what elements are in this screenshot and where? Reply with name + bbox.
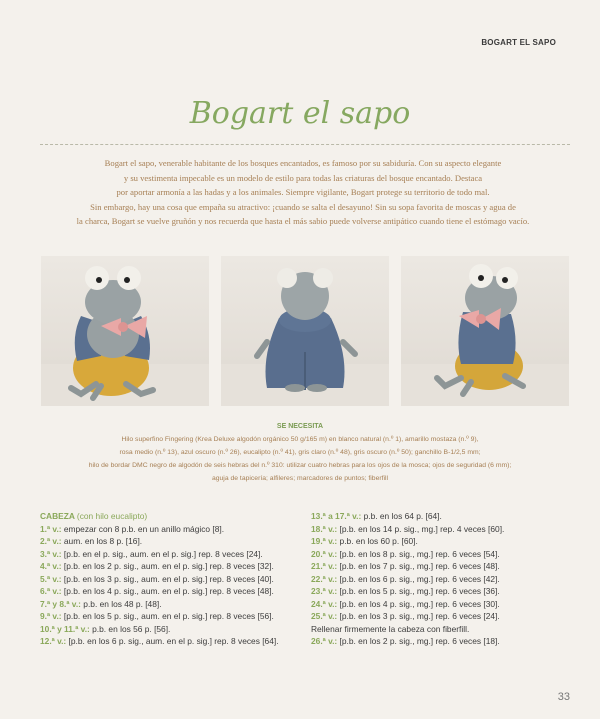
row-text: empezar con 8 p.b. en un anillo mágico [8].	[61, 523, 225, 534]
row-text: aum. en los 8 p. [16].	[61, 536, 143, 546]
row-number: 13.ª a 17.ª v.:	[311, 511, 362, 521]
materials-line: aguja de tapicería; alfileres; marcadores de puntos; fiberfill	[211, 475, 389, 482]
materials-block	[40, 420, 560, 485]
row-text: [p.b. en los 7 p. sig., mg.] rep. 6 veces [48].	[337, 561, 500, 571]
materials-line: Hilo superfino Fingering (Krea Deluxe algodón orgánico 50 g/165 m) en blanco natural (n.º 1), amarillo mostaza (n.º 9),	[121, 436, 479, 443]
row-text: [p.b. en los 6 p. sig., aum. en el p. sig.] rep. 8 veces [64].	[66, 636, 279, 646]
page-title: Bogart el sapo	[182, 96, 419, 131]
pattern-row	[40, 623, 310, 636]
pattern-row	[40, 585, 310, 598]
pattern-row	[311, 535, 571, 548]
row-text: [p.b. en los 3 p. sig., mg.] rep. 6 veces [24].	[337, 611, 500, 621]
pattern-row	[311, 548, 571, 561]
row-text: p.b. en los 48 p. [48].	[80, 598, 162, 609]
row-text: [p.b. en los 5 p. sig., mg.] rep. 6 veces [36].	[337, 586, 500, 596]
row-text: [p.b. en los 2 p. sig., mg.] rep. 6 veces [18].	[337, 636, 500, 646]
row-number: 12.ª v.:	[40, 636, 67, 646]
row-text: [p.b. en los 4 p. sig., mg.] rep. 6 veces [30].	[337, 598, 500, 609]
row-number: 2.ª v.:	[40, 536, 62, 546]
pattern-row	[40, 560, 310, 573]
row-text: [p.b. en los 4 p. sig., aum. en el p. sig.] rep. 8 veces [48].	[61, 586, 274, 596]
row-text: [p.b. en los 6 p. sig., mg.] rep. 6 veces [42].	[337, 573, 500, 584]
row-number: 24.ª v.:	[311, 598, 338, 609]
row-number: 23.ª v.:	[311, 586, 338, 596]
pattern-row	[311, 585, 571, 598]
frog-photo-back	[221, 256, 389, 406]
pattern-row	[40, 598, 310, 611]
section-subtitle: (con hilo eucalipto)	[76, 511, 148, 521]
row-text: p.b. en los 60 p. [60].	[337, 536, 418, 546]
row-text: [p.b. en los 14 p. sig., mg.] rep. 4 veces [60].	[337, 523, 505, 534]
intro-paragraph	[56, 156, 550, 229]
pattern-row	[40, 523, 310, 536]
pattern-column-left	[40, 510, 310, 648]
section-heading	[40, 510, 310, 523]
intro-line: Bogart el sapo, venerable habitante de los bosques encantados, es famoso por su sabiduría. Con su aspecto elegante	[104, 158, 502, 168]
row-text: Rellenar firmemente la cabeza con fiberfill.	[311, 623, 470, 634]
row-text: p.b. en los 56 p. [56].	[89, 623, 171, 634]
intro-line: y su vestimenta impecable es un modelo de estilo para todas las criaturas del bosque encantado. Destaca	[123, 172, 483, 183]
row-text: [p.b. en los 3 p. sig., aum. en el p. sig.] rep. 8 veces [40].	[61, 573, 274, 584]
materials-line: rosa medio (n.º 13), azul oscuro (n.º 26), eucalipto (n.º 41), gris claro (n.º 48), gris oscuro (n.º 50); ganchillo B-1/2,5 mm;	[119, 449, 481, 456]
row-number: 21.ª v.:	[311, 561, 338, 571]
title-block	[0, 96, 600, 131]
frog-photo-front	[41, 256, 209, 406]
row-number: 1.ª v.:	[40, 523, 62, 534]
row-number: 10.ª y 11.ª v.:	[40, 623, 90, 634]
materials-line: hilo de bordar DMC negro de algodón de seis hebras del n.º 310: utilizar cuatro hebras para los ojos de la mosca; ojos de seguridad (6 mm);	[88, 462, 512, 469]
pattern-row	[40, 610, 310, 623]
pattern-row	[40, 573, 310, 586]
pattern-row	[311, 510, 571, 523]
pattern-row	[40, 548, 310, 561]
row-number: 6.ª v.:	[40, 586, 62, 596]
row-number: 18.ª v.:	[311, 523, 338, 534]
pattern-column-right	[311, 510, 571, 648]
materials-heading: SE NECESITA	[276, 423, 324, 430]
intro-line: la charca, Bogart se vuelve gruñón y nos recuerda que hasta el más sabio puede volverse antipático cuando tiene el estómago vacío.	[76, 216, 530, 227]
row-number: 4.ª v.:	[40, 561, 62, 571]
row-text: [p.b. en los 8 p. sig., mg.] rep. 6 veces [54].	[337, 548, 500, 559]
pattern-row	[311, 560, 571, 573]
title-divider	[40, 144, 570, 145]
row-number: 7.ª y 8.ª v.:	[40, 598, 81, 609]
row-number: 3.ª v.:	[40, 548, 62, 559]
row-text: [p.b. en los 5 p. sig., aum. en el p. sig.] rep. 8 veces [56].	[61, 611, 274, 621]
row-text: p.b. en los 64 p. [64].	[361, 511, 442, 521]
row-number: 26.ª v.:	[311, 636, 338, 646]
pattern-row	[311, 573, 571, 586]
row-number: 25.ª v.:	[311, 611, 338, 621]
pattern-row	[311, 623, 571, 636]
row-number: 20.ª v.:	[311, 548, 338, 559]
pattern-row	[40, 535, 310, 548]
intro-line: por aportar armonía a las hadas y a los animales. Siempre vigilante, Bogart protege su territorio de todo mal.	[116, 187, 490, 198]
pattern-row	[311, 635, 571, 648]
row-text: [p.b. en el p. sig., aum. en el p. sig.] rep. 8 veces [24].	[61, 548, 263, 559]
pattern-row	[40, 635, 310, 648]
row-number: 22.ª v.:	[311, 573, 338, 584]
frog-photo-side	[401, 256, 569, 406]
section-title: CABEZA	[40, 511, 75, 521]
intro-line: Sin embargo, hay una cosa que empaña su atractivo: ¡cuando se salta el desayuno! Sin su sopa favorita de moscas y agua de	[90, 201, 516, 212]
row-number: 9.ª v.:	[40, 611, 62, 621]
running-header: BOGART EL SAPO	[481, 38, 556, 47]
row-number: 5.ª v.:	[40, 573, 62, 584]
page-number: 33	[557, 691, 570, 703]
pattern-row	[311, 610, 571, 623]
pattern-row	[311, 523, 571, 536]
row-number: 19.ª v.:	[311, 536, 338, 546]
row-text: [p.b. en los 2 p. sig., aum. en el p. sig.] rep. 8 veces [32].	[61, 561, 274, 571]
pattern-row	[311, 598, 571, 611]
